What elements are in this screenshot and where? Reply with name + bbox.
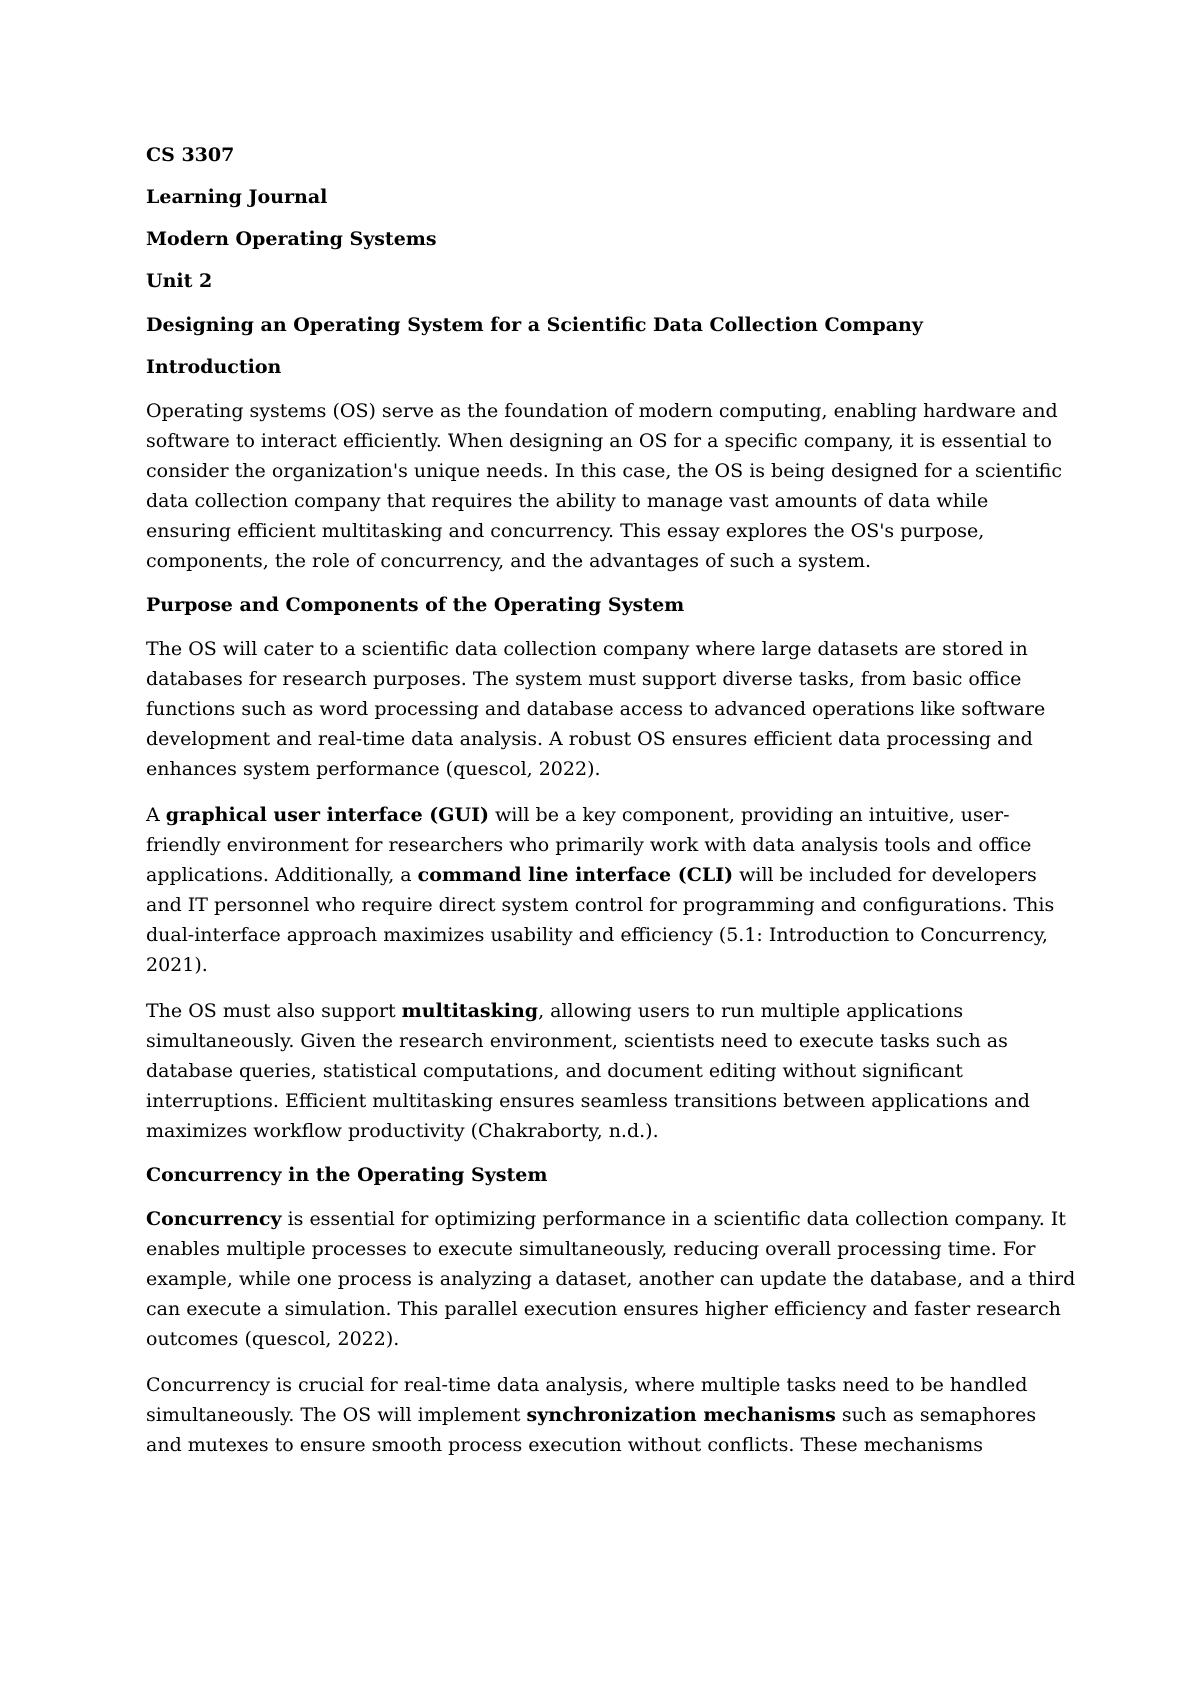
unit-label: Unit 2	[146, 270, 213, 292]
text-run: such as semaphores and mutexes to ensure smooth process execution without conflicts. These mechanisms	[146, 1404, 1037, 1456]
bold-term-cli: command line interface (CLI)	[417, 864, 734, 886]
paragraph-purpose-3	[146, 996, 1076, 1146]
text-run: The OS must also support	[146, 1000, 402, 1022]
text-run: A	[146, 804, 166, 826]
subject-name: Modern Operating Systems	[146, 228, 437, 250]
text-run: , allowing users to run multiple applications simultaneously. Given the research environment, scientists need to execute tasks such as database queries, statistical computations, and document editing without significant interruptions. Efficient multitasking ensures seamless transitions between applications and maximizes workflow productivity (Chakraborty, n.d.).	[146, 1000, 1030, 1142]
paragraph-concurrency-1	[146, 1204, 1076, 1354]
paragraph-purpose-1: The OS will cater to a scientific data collection company where large datasets are stored in databases for research purposes. The system must support diverse tasks, from basic office functions such as word processing and database access to advanced operations like software development and real-time data analysis. A robust OS ensures efficient data processing and enhances system performance (quescol, 2022).	[146, 638, 1046, 780]
paragraph-introduction: Operating systems (OS) serve as the foundation of modern computing, enabling hardware and software to interact efficiently. When designing an OS for a specific company, it is essential to consider the organization's unique needs. In this case, the OS is being designed for a scientific data collection company that requires the ability to manage vast amounts of data while ensuring efficient multitasking and concurrency. This essay explores the OS's purpose, components, the role of concurrency, and the advantages of such a system.	[146, 400, 1062, 572]
bold-term-gui: graphical user interface (GUI)	[165, 804, 489, 826]
paragraph-concurrency-2	[146, 1370, 1076, 1460]
essay-title: Designing an Operating System for a Scientific Data Collection Company	[146, 314, 923, 336]
bold-term-synchronization: synchronization mechanisms	[526, 1404, 836, 1426]
text-run: will be included for developers and IT personnel who require direct system control for programming and configurations. This dual-interface approach maximizes usability and efficiency (5.1: Introduction to Concurrency, 2021).	[146, 864, 1055, 976]
section-heading-introduction: Introduction	[146, 356, 282, 378]
journal-type: Learning Journal	[146, 186, 328, 208]
text-run: is essential for optimizing performance in a scientific data collection company. It enables multiple processes to execute simultaneously, reducing overall processing time. For example, while one process is analyzing a dataset, another can update the database, and a third can execute a simulation. This parallel execution ensures higher efficiency and faster research outcomes (quescol, 2022).	[146, 1208, 1076, 1350]
section-heading-concurrency: Concurrency in the Operating System	[146, 1164, 548, 1186]
course-code: CS 3307	[146, 144, 235, 166]
section-heading-purpose: Purpose and Components of the Operating System	[146, 594, 685, 616]
paragraph-purpose-2	[146, 800, 1076, 980]
bold-term-multitasking: multitasking	[401, 1000, 539, 1022]
text-run: will be a key component, providing an intuitive, user-friendly environment for researchers who primarily work with data analysis tools and office applications. Additionally, a	[146, 804, 1032, 886]
text-run: Concurrency is crucial for real-time data analysis, where multiple tasks need to be handled simultaneously. The OS will implement	[146, 1374, 1028, 1426]
document-page	[146, 142, 1076, 1476]
bold-term-concurrency: Concurrency	[146, 1208, 282, 1230]
